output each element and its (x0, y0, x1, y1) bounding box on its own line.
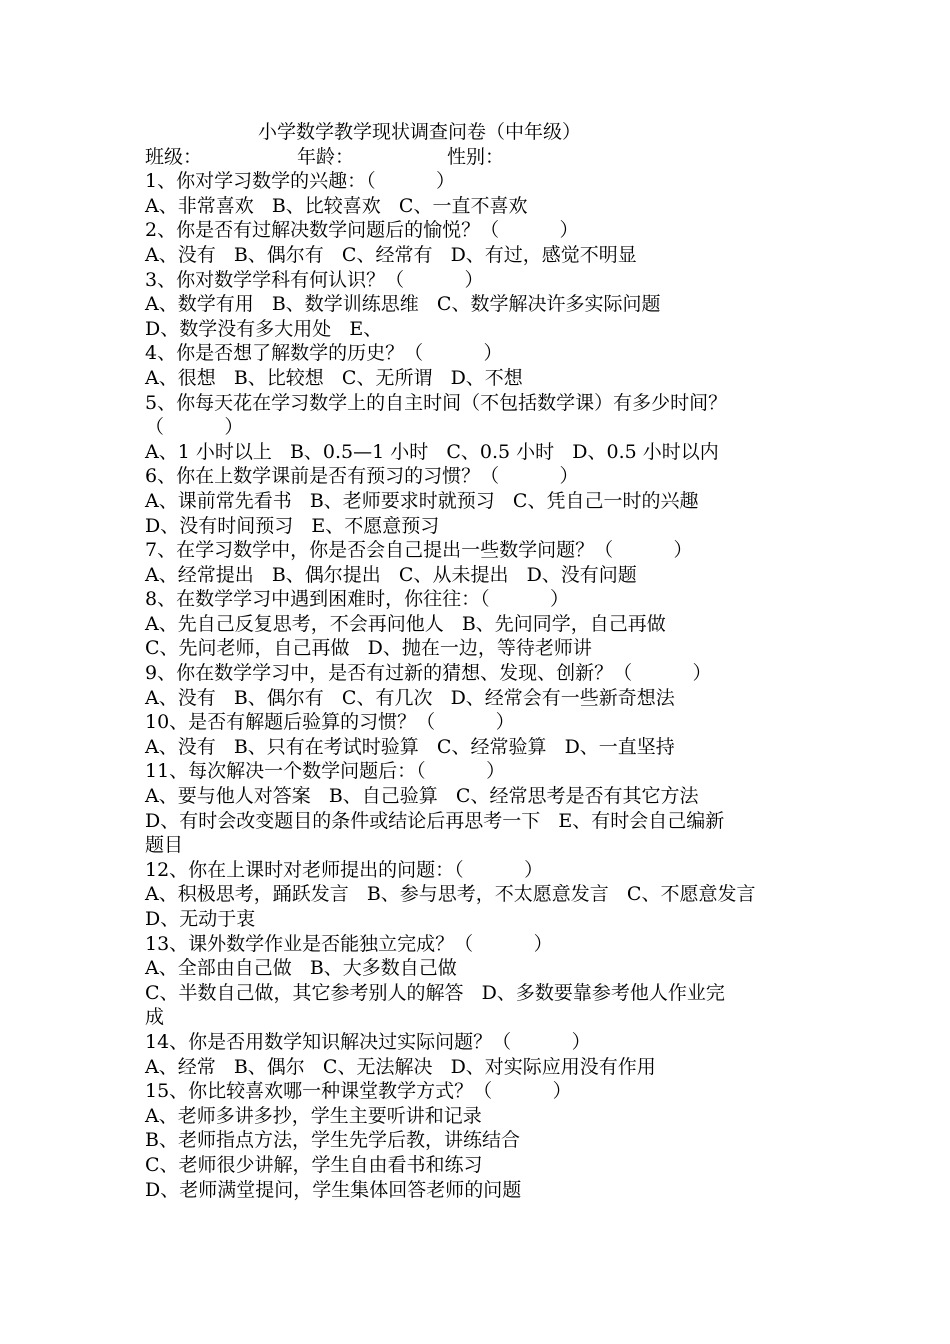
answer-options-line: D、有时会改变题目的条件或结论后再思考一下 E、有时会自己编新 (145, 809, 725, 832)
answer-options-line: A、全部由自己做 B、大多数自己做 (145, 957, 457, 980)
answer-options-line: A、要与他人对答案 B、自己验算 C、经常思考是否有其它方法 (145, 785, 699, 808)
answer-options-line: A、很想 B、比较想 C、无所谓 D、不想 (145, 366, 523, 389)
answer-options-line: D、没有时间预习 E、不愿意预习 (145, 514, 440, 537)
question-line: 6、你在上数学课前是否有预习的习惯？（ ） (145, 465, 579, 488)
question-line: 2、你是否有过解决数学问题后的愉悦？（ ） (145, 219, 579, 242)
answer-options-line: A、1 小时以上 B、0.5—1 小时 C、0.5 小时 D、0.5 小时以内 (145, 440, 719, 463)
question-line: 5、你每天花在学习数学上的自主时间（不包括数学课）有多少时间？ (145, 391, 728, 414)
answer-options-line: A、非常喜欢 B、比较喜欢 C、一直不喜欢 (145, 194, 528, 217)
question-line: 7、在学习数学中，你是否会自己提出一些数学问题？（ ） (145, 539, 693, 562)
question-line: 8、在数学学习中遇到困难时，你往往：（ ） (145, 588, 569, 611)
question-line: （ ） (145, 416, 244, 439)
answer-options-line: C、半数自己做，其它参考别人的解答 D、多数要靠参考他人作业完 (145, 981, 725, 1004)
age-field-label: 年龄： (297, 145, 355, 168)
question-line: 13、课外数学作业是否能独立完成？（ ） (145, 932, 553, 955)
question-line: 题目 (145, 834, 184, 857)
gender-field-label: 性别： (447, 145, 505, 168)
answer-options-line: D、老师满堂提问，学生集体回答老师的问题 (145, 1178, 522, 1201)
answer-options-line: A、没有 B、偶尔有 C、经常有 D、有过，感觉不明显 (145, 243, 637, 266)
question-line: 11、每次解决一个数学问题后：（ ） (145, 760, 506, 783)
answer-options-line: A、数学有用 B、数学训练思维 C、数学解决许多实际问题 (145, 293, 661, 316)
question-line: 10、是否有解题后验算的习惯？（ ） (145, 711, 515, 734)
answer-options-line: A、课前常先看书 B、老师要求时就预习 C、凭自己一时的兴趣 (145, 489, 699, 512)
question-line: 4、你是否想了解数学的历史？（ ） (145, 342, 503, 365)
answer-options-line: C、老师很少讲解，学生自由看书和练习 (145, 1153, 483, 1176)
question-line: 1、你对学习数学的兴趣：（ ） (145, 170, 455, 193)
questionnaire-body (145, 120, 815, 1202)
answer-options-line: A、经常 B、偶尔 C、无法解决 D、对实际应用没有作用 (145, 1055, 656, 1078)
info-fields-row (145, 145, 815, 170)
answer-options-line: A、先自己反复思考，不会再问他人 B、先问同学，自己再做 (145, 612, 666, 635)
question-list (145, 169, 815, 1202)
answer-options-line: A、没有 B、偶尔有 C、有几次 D、经常会有一些新奇想法 (145, 686, 675, 709)
answer-options-line: C、先问老师，自己再做 D、抛在一边，等待老师讲 (145, 637, 592, 660)
answer-options-line: A、积极思考，踊跃发言 B、参与思考，不太愿意发言 C、不愿意发言 (145, 883, 756, 906)
question-line: 14、你是否用数学知识解决过实际问题？（ ） (145, 1030, 591, 1053)
question-line: 15、你比较喜欢哪一种课堂教学方式？（ ） (145, 1080, 572, 1103)
question-line: 成 (145, 1006, 165, 1029)
question-line: 12、你在上课时对老师提出的问题：（ ） (145, 858, 544, 881)
class-field-label: 班级： (145, 145, 203, 168)
answer-options-line: B、老师指点方法，学生先学后教，讲练结合 (145, 1129, 520, 1152)
page-title: 小学数学教学现状调查问卷（中年级） (258, 121, 582, 143)
answer-options-line: D、无动于衷 (145, 908, 256, 930)
question-line: 9、你在数学学习中，是否有过新的猜想、发现、创新？（ ） (145, 662, 712, 685)
answer-options-line: D、数学没有多大用处 E、 (145, 317, 383, 340)
answer-options-line: A、老师多讲多抄，学生主要听讲和记录 (145, 1104, 482, 1127)
answer-options-line: A、没有 B、只有在考试时验算 C、经常验算 D、一直坚持 (145, 735, 675, 758)
answer-options-line: A、经常提出 B、偶尔提出 C、从未提出 D、没有问题 (145, 563, 637, 586)
question-line: 3、你对数学学科有何认识？（ ） (145, 268, 484, 291)
